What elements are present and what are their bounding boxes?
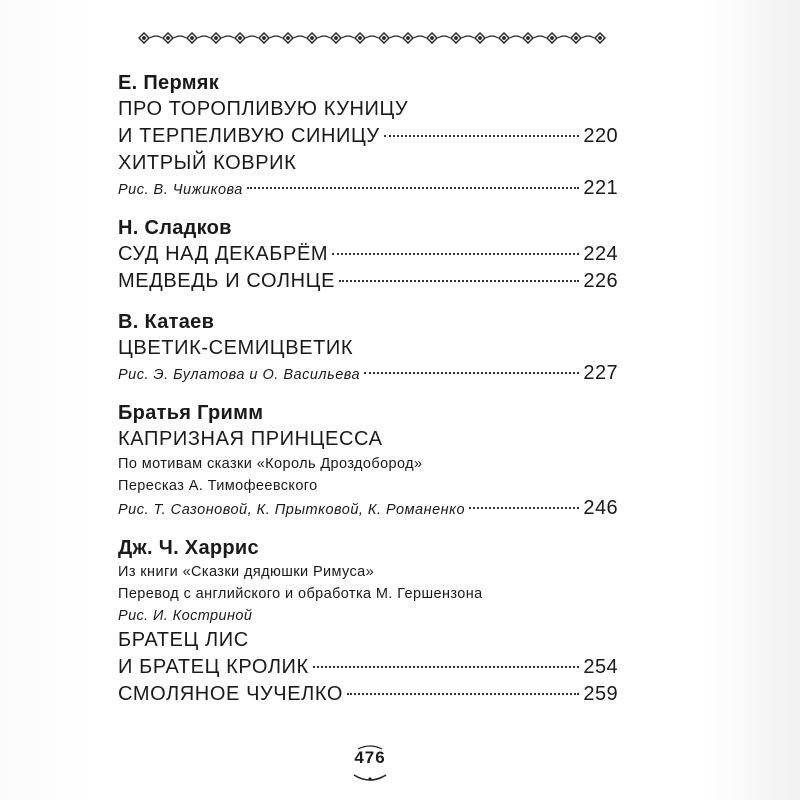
table-of-contents — [118, 70, 618, 722]
ornament-dot — [383, 37, 386, 40]
ornament-link — [462, 36, 474, 38]
illustrator-entry — [118, 497, 618, 521]
illustrator-credit: Рис. В. Чижикова — [118, 182, 243, 198]
source-note: Пересказ А. Тимофеевского — [118, 478, 318, 494]
page-folio — [340, 745, 400, 785]
story-title: СУД НАД ДЕКАБРЁМ — [118, 243, 329, 265]
ornament-link — [246, 36, 258, 38]
ornament-link — [294, 36, 306, 38]
ornament-link — [438, 36, 450, 38]
source-note: Перевод с английского и обработка М. Гершензона — [118, 586, 483, 602]
ornament-link — [414, 36, 426, 38]
page-reference: 254 — [583, 656, 618, 678]
toc-section — [118, 215, 618, 295]
ornament-link — [174, 36, 186, 38]
page-reference: 224 — [583, 243, 618, 265]
page-reference: 259 — [583, 683, 618, 705]
ornament-link — [366, 36, 378, 38]
story-title: БРАТЕЦ ЛИС — [118, 629, 249, 651]
page-reference: 227 — [583, 362, 618, 384]
ornament-dot — [575, 37, 578, 40]
ornament-dot — [527, 37, 530, 40]
dot-leader — [384, 135, 580, 137]
toc-entry — [118, 268, 618, 295]
author-name: В. Катаев — [118, 311, 215, 333]
ornament-dot — [503, 37, 506, 40]
story-title: И ТЕРПЕЛИВУЮ СИНИЦУ — [118, 125, 380, 147]
story-title: КАПРИЗНАЯ ПРИНЦЕССА — [118, 428, 383, 450]
illustrator-credit: Рис. Э. Булатова и О. Васильева — [118, 367, 361, 383]
ornament-dot — [143, 37, 146, 40]
ornament-link — [342, 36, 354, 38]
author-name: Дж. Ч. Харрис — [118, 537, 259, 559]
ornament-dot — [359, 37, 362, 40]
ornament-link — [270, 36, 282, 38]
author-name: Е. Пермяк — [118, 72, 220, 94]
illustrator-entry — [118, 177, 618, 201]
story-title: МЕДВЕДЬ И СОЛНЦЕ — [118, 270, 336, 292]
ornament-link — [558, 36, 570, 38]
ornament-link — [486, 36, 498, 38]
toc-entry — [118, 123, 618, 150]
dot-leader — [339, 280, 579, 282]
toc-entry — [118, 241, 618, 268]
dot-leader — [313, 666, 580, 668]
ornament-link — [150, 36, 162, 38]
ornament-dot — [215, 37, 218, 40]
dot-leader — [469, 507, 579, 509]
author-name: Братья Гримм — [118, 402, 264, 424]
story-title: ХИТРЫЙ КОВРИК — [118, 152, 297, 174]
ornament-link — [198, 36, 210, 38]
ornament-dot — [239, 37, 242, 40]
ornament-dot — [311, 37, 314, 40]
ornament-dot — [551, 37, 554, 40]
ornament-link — [222, 36, 234, 38]
story-title: ЦВЕТИК-СЕМИЦВЕТИК — [118, 337, 354, 359]
story-title: СМОЛЯНОЕ ЧУЧЕЛКО — [118, 683, 344, 705]
ornament-link — [510, 36, 522, 38]
toc-section — [118, 70, 618, 201]
ornament-link — [534, 36, 546, 38]
toc-section — [118, 400, 618, 521]
story-title: И БРАТЕЦ КРОЛИК — [118, 656, 309, 678]
illustrator-entry — [118, 362, 618, 386]
source-note: Из книги «Сказки дядюшки Римуса» — [118, 564, 375, 580]
page-reference: 221 — [583, 177, 618, 199]
dot-leader — [364, 372, 579, 374]
ornament-dot — [287, 37, 290, 40]
page-reference: 246 — [583, 497, 618, 519]
ornament-dot — [431, 37, 434, 40]
dot-leader — [347, 693, 579, 695]
toc-section — [118, 535, 618, 708]
ornament-dot — [479, 37, 482, 40]
ornament-link — [582, 36, 594, 38]
ornament-dot — [167, 37, 170, 40]
ornament-dot — [455, 37, 458, 40]
page-reference: 226 — [583, 270, 618, 292]
source-note: По мотивам сказки «Король Дроздобород» — [118, 456, 423, 472]
ornament-dot — [599, 37, 602, 40]
illustrator-credit: Рис. И. Костриной — [118, 608, 253, 624]
illustrator-credit: Рис. Т. Сазоновой, К. Прытковой, К. Романенко — [118, 502, 466, 518]
ornament-dot — [191, 37, 194, 40]
page-reference: 220 — [583, 125, 618, 147]
toc-entry — [118, 681, 618, 708]
page-number: 476 — [354, 748, 386, 767]
author-name: Н. Сладков — [118, 217, 232, 239]
ornament-dot — [407, 37, 410, 40]
top-ornament-border — [138, 30, 608, 46]
ornament-dot — [263, 37, 266, 40]
toc-entry — [118, 654, 618, 681]
ornament-dot — [335, 37, 338, 40]
ornament-link — [390, 36, 402, 38]
ornament-link — [318, 36, 330, 38]
toc-section — [118, 309, 618, 386]
dot-leader — [247, 187, 580, 189]
dot-leader — [332, 253, 579, 255]
story-title: ПРО ТОРОПЛИВУЮ КУНИЦУ — [118, 98, 409, 120]
